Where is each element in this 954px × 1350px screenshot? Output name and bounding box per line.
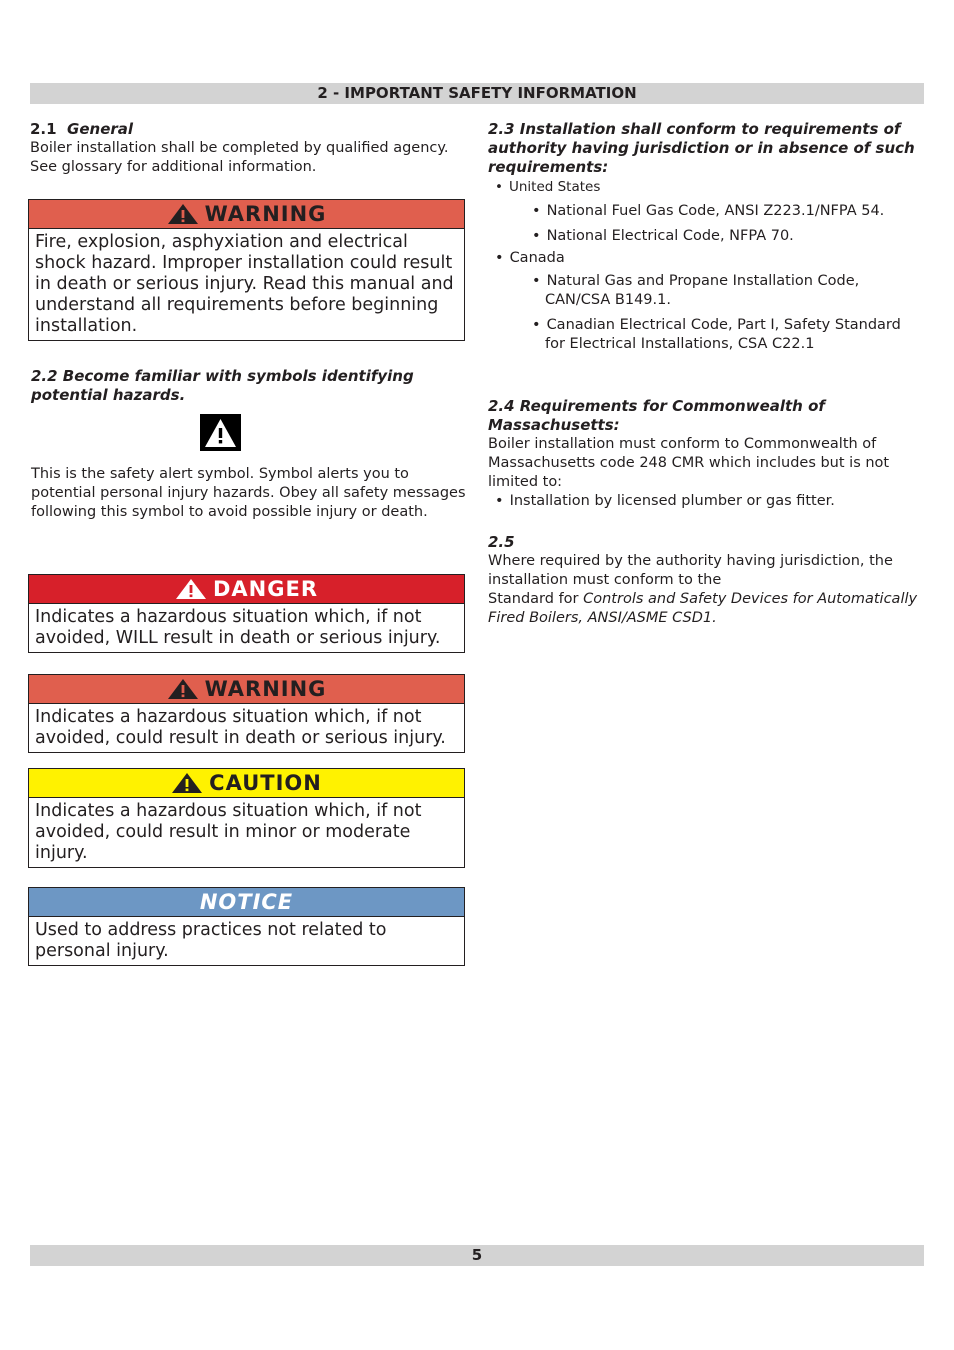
section-header-bar — [30, 83, 924, 104]
section-2-5-standard — [488, 590, 924, 628]
warning-text: Fire, explosion, asphyxiation and electrical shock hazard. Improper installation could result in death or serious injury. Read this manual and understand all requirements before beginning installation. — [35, 232, 454, 336]
danger-box — [28, 574, 465, 653]
danger-text: Indicates a hazardous situation which, if not avoided, WILL result in death or serious injury. — [35, 607, 441, 648]
warning-label: WARNING — [204, 676, 327, 701]
list-item: • National Electrical Code, NFPA 70. — [488, 227, 924, 246]
section-title: 2 - IMPORTANT SAFETY INFORMATION — [317, 84, 637, 102]
warning-box-main — [28, 199, 465, 341]
notice-text: Used to address practices not related to personal injury. — [35, 920, 387, 961]
notice-box — [28, 887, 465, 966]
section-2-4-text: Boiler installation must conform to Commonwealth of Massachusetts code 248 CMR which includes but is not limited to: — [488, 436, 890, 490]
notice-label: NOTICE — [199, 889, 294, 914]
section-2-4-heading: 2.4 Requirements for Commonwealth of Massachusetts: — [488, 397, 825, 434]
warning-box-definition — [28, 674, 465, 753]
section-2-3-heading: 2.3 Installation shall conform to requirements of authority having jurisdiction or in absence of such requirements: — [488, 120, 915, 176]
list-item: • Natural Gas and Propane Installation Code, CAN/CSA B149.1. — [488, 272, 924, 310]
caution-box — [28, 768, 465, 868]
standard-prefix: Standard for — [488, 591, 584, 607]
section-2-2-heading: 2.2 Become familiar with symbols identifying potential hazards. — [31, 367, 414, 404]
section-2-1-title: General — [67, 120, 134, 138]
right-column — [488, 120, 924, 628]
safety-alert-description: This is the safety alert symbol. Symbol alerts you to potential personal injury hazards. Obey all safety messages following this symbol to avoid possible injury or death. — [31, 466, 466, 520]
caution-text: Indicates a hazardous situation which, if not avoided, could result in minor or moderate injury. — [35, 801, 422, 863]
list-item-united-states: • United States — [488, 178, 924, 197]
left-column — [30, 120, 466, 177]
warning-definition-text: Indicates a hazardous situation which, if not avoided, could result in death or serious injury. — [35, 707, 446, 748]
danger-band — [29, 575, 464, 604]
standard-title: Controls and Safety Devices for Automatically Fired Boilers, ANSI/ASME CSD1. — [488, 591, 918, 626]
footer-bar — [30, 1245, 924, 1266]
warning-triangle-icon — [167, 203, 199, 225]
warning-triangle-icon — [167, 678, 199, 700]
list-item: • Canadian Electrical Code, Part I, Safety Standard for Electrical Installations, CSA C22.1 — [488, 316, 924, 354]
page-number: 5 — [471, 1246, 483, 1264]
list-item-canada: • Canada — [488, 249, 924, 268]
section-2-5-heading: 2.5 — [488, 533, 515, 551]
caution-band — [29, 769, 464, 798]
section-2-1-number: 2.1 — [30, 120, 57, 138]
warning-label: WARNING — [204, 201, 327, 226]
jurisdiction-list — [488, 178, 924, 354]
section-2-5-text: Where required by the authority having jurisdiction, the installation must conform to the — [488, 553, 893, 588]
section-2-1-text: Boiler installation shall be completed by qualified agency. See glossary for additional information. — [30, 140, 449, 175]
danger-label: DANGER — [212, 576, 318, 601]
section-2-1-heading — [30, 120, 466, 139]
safety-alert-symbol-icon — [200, 414, 241, 451]
list-item: • Installation by licensed plumber or gas fitter. — [488, 492, 924, 511]
list-item: • National Fuel Gas Code, ANSI Z223.1/NFPA 54. — [488, 202, 924, 221]
caution-label: CAUTION — [209, 770, 322, 795]
notice-band — [29, 888, 464, 917]
warning-band — [29, 200, 464, 229]
danger-triangle-icon — [175, 578, 207, 600]
caution-triangle-icon — [171, 772, 203, 794]
massachusetts-list — [488, 492, 924, 511]
warning-band — [29, 675, 464, 704]
